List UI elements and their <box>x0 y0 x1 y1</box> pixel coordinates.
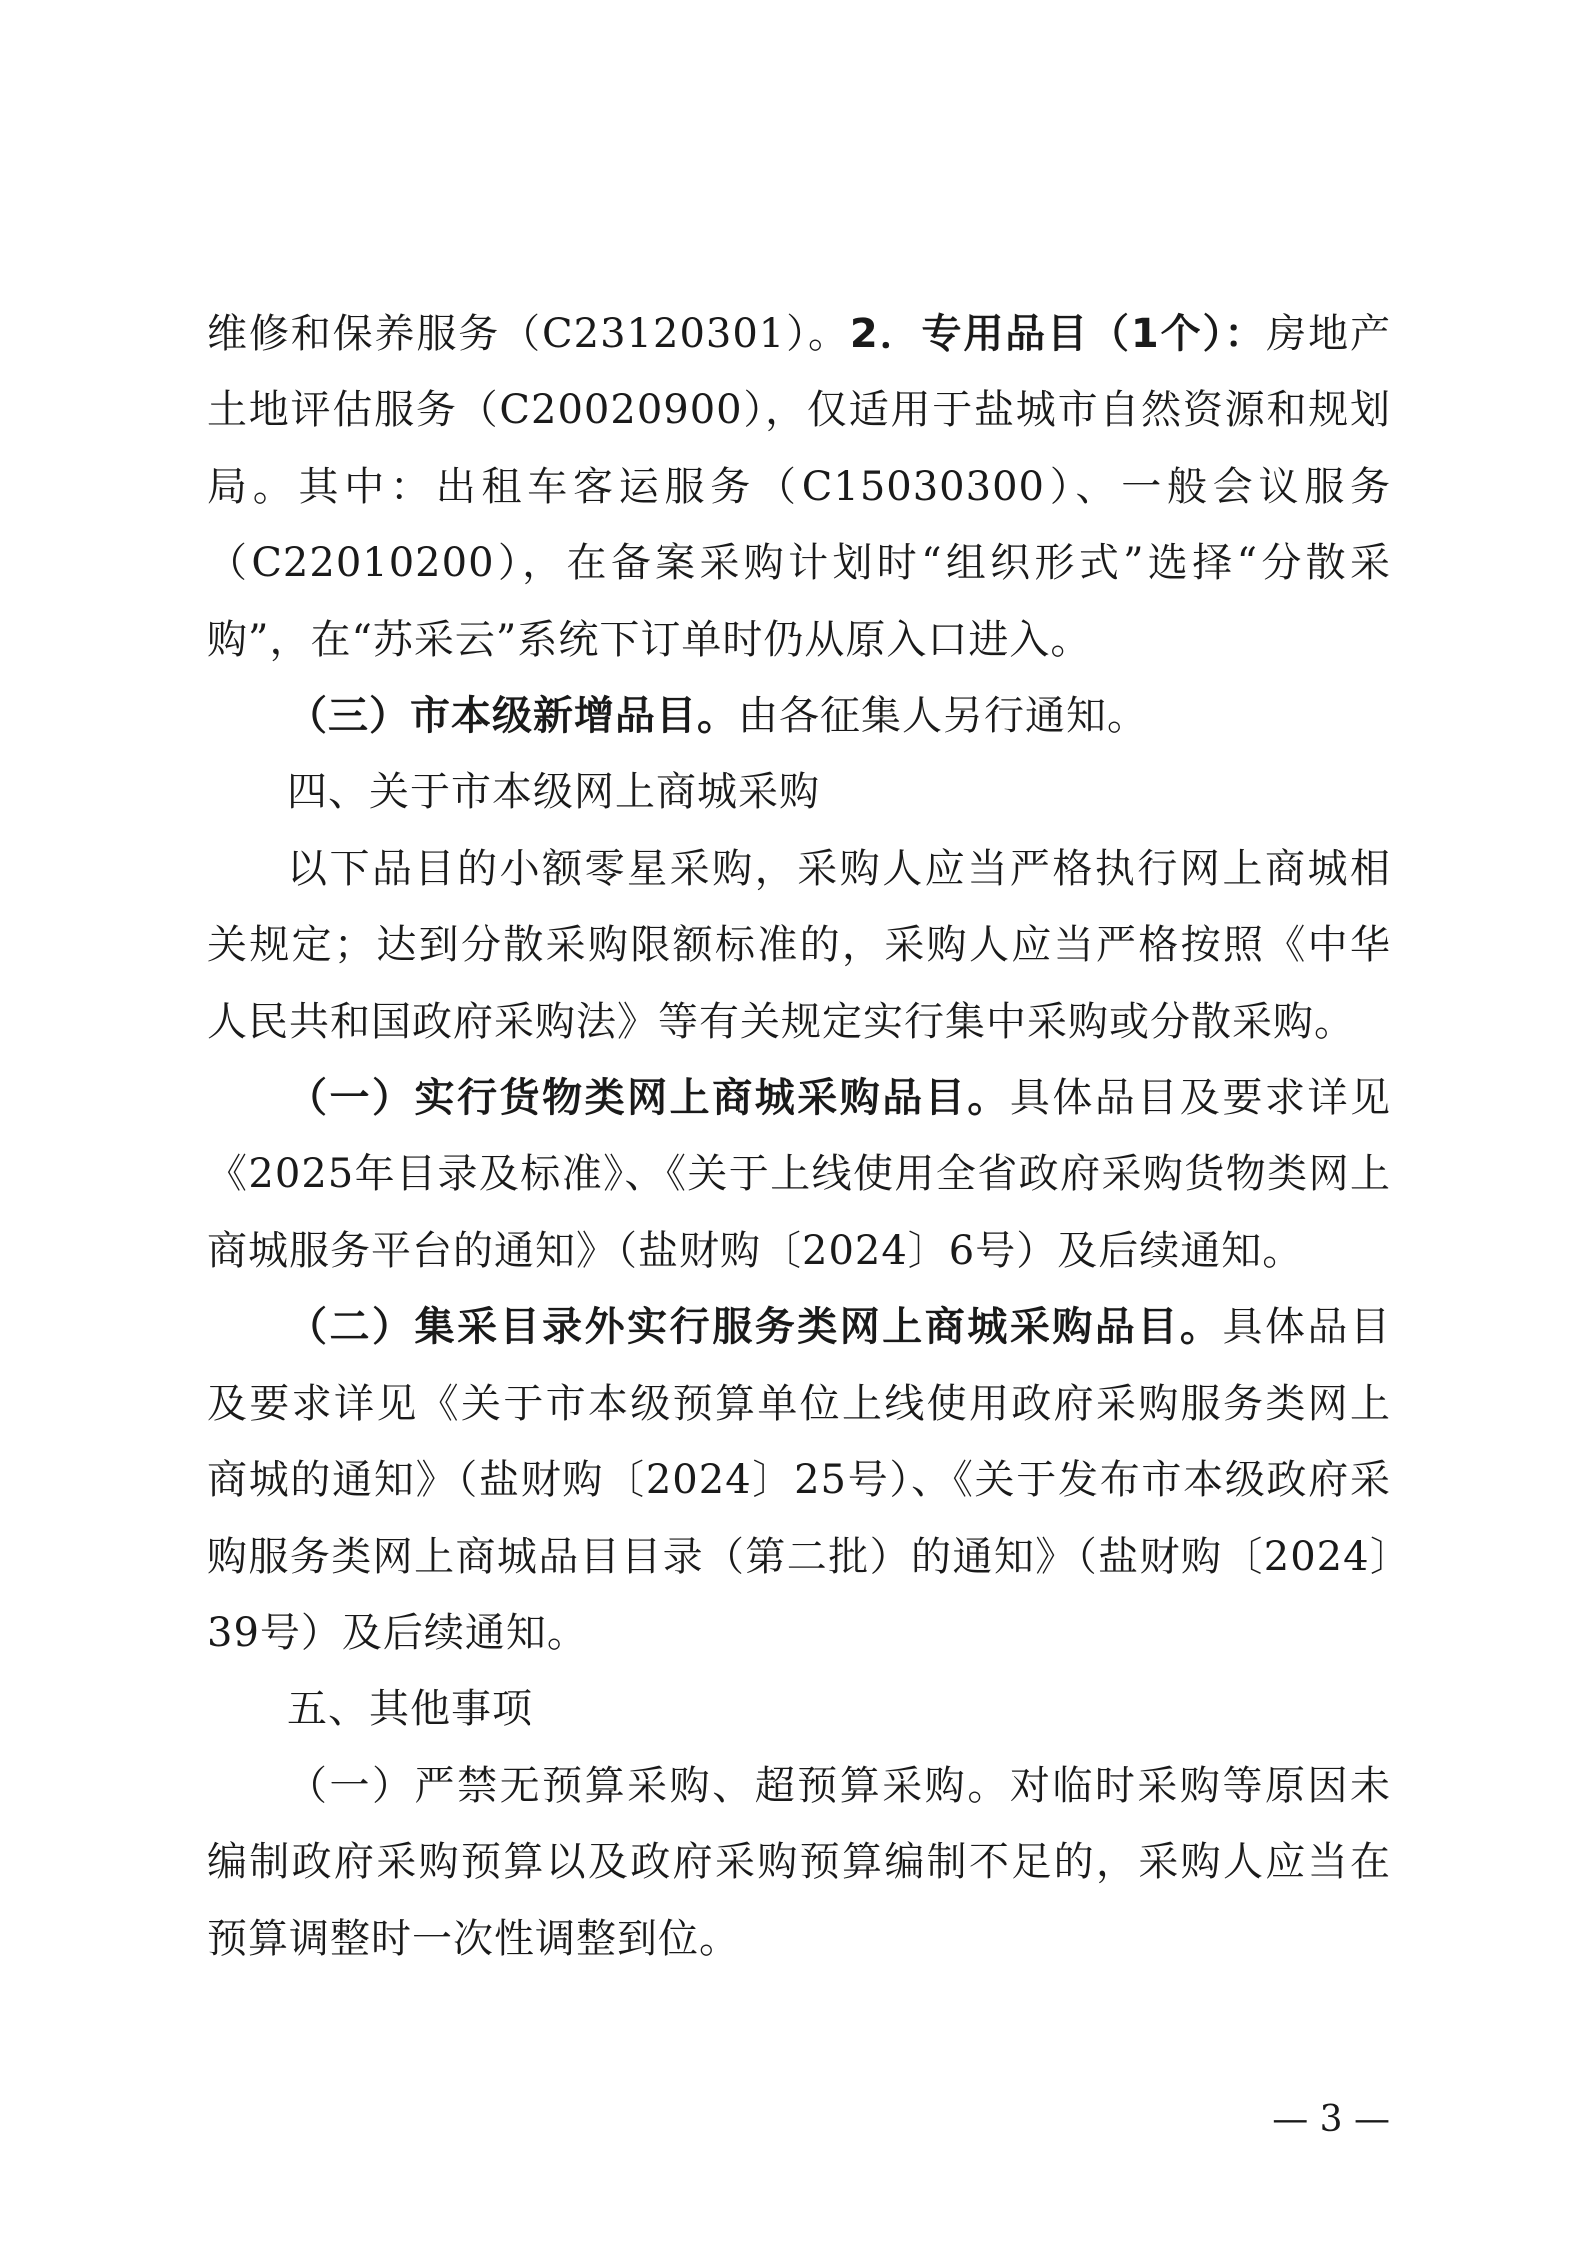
paragraph-text: 具体品目及要求详见《关于市本级预算单位上线使用政府采购服务类网上商城的通知》（盐财购〔2024〕25号）、《关于发布市本级政府采购服务类网上商城品目目录（第二批）的通知》（盐财购〔2024〕39号）及后续通知。 <box>207 1304 1392 1656</box>
paragraph-service-mall <box>207 1289 1391 1671</box>
paragraph-service-items <box>207 296 1391 678</box>
paragraph-text: 由各征集人另行通知。 <box>738 693 1148 740</box>
section-lead-1: （一）实行货物类网上商城采购品目。 <box>287 1075 1010 1122</box>
paragraph-text: 具体品目及要求详见《2025年目录及标准》、《关于上线使用全省政府采购货物类网上商城服务平台的通知》（盐财购〔2024〕6号）及后续通知。 <box>207 1075 1392 1274</box>
paragraph-new-items <box>207 678 1391 754</box>
special-items-lead: 2．专用品目（1个）： <box>849 311 1267 357</box>
section-lead-3: （三）市本级新增品目。 <box>287 693 738 740</box>
document-body <box>207 296 1391 1977</box>
section-lead-2: （二）集采目录外实行服务类网上商城采购品目。 <box>287 1304 1223 1351</box>
paragraph-budget: （一）严禁无预算采购、超预算采购。对临时采购等原因未编制政府采购预算以及政府采购预算编制不足的，采购人应当在预算调整时一次性调整到位。 <box>207 1762 1391 1962</box>
paragraph-goods-mall <box>207 1060 1391 1289</box>
page-number: — 3 — <box>1272 2099 1390 2140</box>
heading-section-5: 五、其他事项 <box>287 1686 533 1733</box>
paragraph-text: 维修和保养服务（C23120301）。 <box>207 311 850 357</box>
heading-section-4: 四、关于市本级网上商城采购 <box>287 769 820 816</box>
paragraph-text: 房地产土地评估服务（C20020900），仅适用于盐城市自然资源和规划局。其中：出租车客运服务（C15030300）、一般会议服务（C22010200），在备案采购计划时“组织形式”选择“分散采购”，在“苏采云”系统下订单时仍从原入口进入。 <box>207 311 1392 663</box>
paragraph-online-mall-intro: 以下品目的小额零星采购，采购人应当严格执行网上商城相关规定；达到分散采购限额标准的，采购人应当严格按照《中华人民共和国政府采购法》等有关规定实行集中采购或分散采购。 <box>207 845 1391 1045</box>
